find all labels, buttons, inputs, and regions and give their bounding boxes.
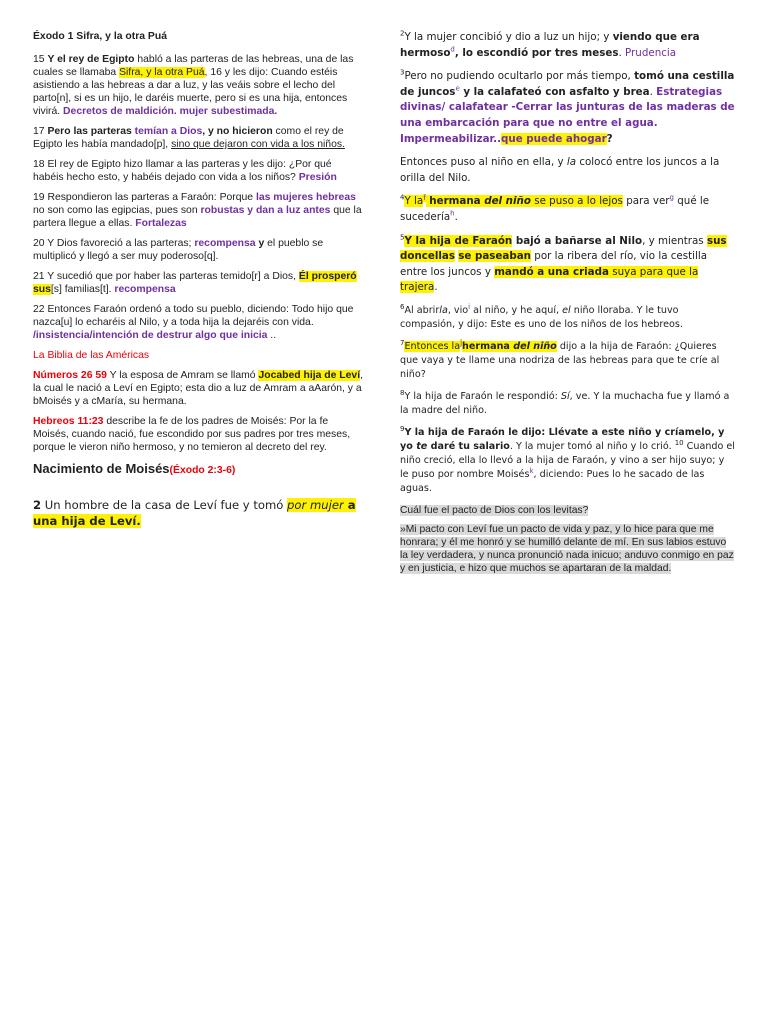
footnote-marker[interactable]: e — [455, 84, 460, 93]
highlight: del niño — [513, 340, 557, 352]
highlight: a una hija de Leví. — [33, 498, 356, 528]
highlight: Y la hija de Faraón — [404, 234, 513, 247]
verse-text: , diciendo: Pues lo he sacado de las aguas. — [400, 468, 705, 494]
verse-text: que la partera llegue a ellas. — [33, 205, 362, 229]
heading-text: Nacimiento de Moisés — [33, 461, 170, 476]
verse-r3-cont — [400, 155, 735, 186]
verse-text: dijo a la hija de Faraón: ¿Quieres que vaya y te llame una nodriza de las hebreas para que te críe al niño? — [400, 340, 720, 380]
verse-number: 7 — [400, 338, 405, 347]
footnote-marker[interactable]: g — [669, 193, 674, 202]
verse-r2 — [400, 30, 735, 61]
verse-text: 18 El rey de Egipto hizo llamar a las parteras y les dijo: ¿Por qué habéis hecho esto, y habéis dejado con vida a los niños? — [33, 159, 332, 183]
annotation: Prudencia — [625, 46, 677, 59]
highlight: mandó a una criada — [494, 265, 609, 278]
annotation: /insistencia/intención de destrur algo que inicia — [33, 330, 268, 341]
highlight: hermana — [425, 195, 485, 208]
verse-bold: Y la hija de Faraón le dijo: Llévate a este niño y críamelo, y yo — [400, 426, 725, 452]
annotation: robustas y dan a luz antes — [200, 205, 331, 216]
highlight: Sifra, y la otra Puá — [119, 67, 205, 78]
footnote-marker[interactable]: k — [529, 466, 534, 475]
reference-link: Hebreos 11:23 — [33, 416, 104, 427]
annotation: Decretos de maldición. mujer subestimada. — [63, 106, 278, 117]
verse-text: colocó entre los juncos a la orilla del Nilo. — [400, 156, 720, 184]
verse-text: qué le sucedería — [400, 195, 710, 223]
verse-number: 10 — [674, 438, 684, 447]
annotation: Fortalezas — [135, 218, 187, 229]
verse-bold: , y no hicieron — [202, 126, 273, 137]
verse-text: como el rey de Egipto les había mandado[p], — [33, 126, 344, 150]
verse-text: Cuando el niño creció, ella lo llevó a la hija de Faraón, y vino a ser hijo suyo; y le puso por nombre Moisés — [400, 440, 735, 480]
right-column — [400, 30, 735, 583]
verse-r4 — [400, 194, 735, 225]
verse-r3 — [400, 69, 735, 147]
verse-18 — [33, 158, 365, 184]
highlight: Y la — [404, 195, 424, 208]
footnote-marker[interactable]: h — [450, 209, 455, 218]
verse-bold: bajó a bañarse al Nilo — [512, 234, 643, 247]
verse-text: , la cual le nació a Leví en Egipto; esta dio a luz de Amram a aAarón, y a bMoisés y a cMaría, su hermana. — [33, 370, 363, 407]
verse-22 — [33, 303, 365, 342]
verse-text: Un hombre de la casa de Leví fue y tomó — [41, 498, 288, 512]
verse-20 — [33, 237, 365, 263]
verse-15 — [33, 53, 365, 118]
highlight: sus doncellas — [400, 234, 727, 263]
verse-text: el pueblo se multiplicó y llegó a ser muy poderoso[q]. — [33, 238, 324, 262]
verse-r7 — [400, 340, 735, 382]
numeros-ref — [33, 369, 365, 408]
verse-r5 — [400, 234, 735, 296]
verse-text: .. — [267, 330, 277, 341]
verse-text: , y mientras — [642, 234, 707, 247]
hebreos-ref — [33, 415, 365, 454]
verse-text: 20 Y Dios favoreció a las parteras; — [33, 238, 195, 249]
verse-italic: la — [439, 304, 448, 316]
verse-r6 — [400, 304, 735, 332]
verse-bold: , lo escondió por tres meses — [454, 46, 619, 59]
highlight: Entonces la — [404, 340, 461, 352]
verse-bold: tomó una cestilla de juncos — [400, 70, 735, 98]
verse-number: 6 — [400, 302, 405, 311]
verse-text: Al abrir — [404, 304, 440, 316]
section-heading — [33, 462, 365, 477]
verse-text: habló a las parteras de las hebreas, una de las cuales se llamaba — [33, 54, 354, 78]
bible-version: La Biblia de las Américas — [33, 350, 150, 361]
verse-number: 15 — [33, 54, 45, 65]
annotation: recompensa — [194, 238, 256, 249]
annotation: temían a Dios — [134, 126, 203, 137]
verse-text: no son como las egipcias, pues son — [33, 205, 201, 216]
highlight: que puede ahogar — [501, 132, 607, 145]
verse-italic: el — [562, 304, 571, 316]
verse-number: 2 — [33, 498, 42, 512]
verse-number: 9 — [400, 424, 405, 433]
malachi-quote — [400, 523, 735, 575]
verse-text: , 16 y les dijo: Cuando estéis asistiendo a las hebreas a dar a luz, y las veáis sobre el lecho del parto[n], si es un hijo, le daréis muerte, pero si es una hija, entonces vivirá. — [33, 67, 348, 117]
verse-number: 17 — [33, 126, 48, 137]
verse-text: . — [618, 46, 626, 59]
verse-19 — [33, 191, 365, 230]
verse-text: . Y la mujer tomó al niño y lo crió. — [509, 440, 675, 452]
highlight: Jocabed hija de Leví — [258, 370, 361, 381]
highlight: Él prosperó sus — [33, 271, 357, 295]
verse-text: ? — [606, 132, 613, 145]
verse-r9 — [400, 426, 735, 496]
verse-17 — [33, 125, 365, 151]
verse-text: , ve. Y la muchacha fue y llamó a la madre del niño. — [400, 390, 730, 416]
verse-text: niño lloraba. Y le tuvo compasión, y dijo: Este es uno de los niños de los hebreos. — [400, 304, 683, 330]
annotation: las mujeres hebreas — [255, 192, 356, 203]
verse-italic: Sí — [560, 390, 570, 402]
highlight: por mujer — [287, 498, 344, 512]
footnote-marker[interactable]: f — [423, 193, 426, 202]
verse-bold: daré tu salario — [427, 440, 510, 452]
annotation: Estrategias divinas/ calafatear -Cerrar las junturas de las maderas de una embarcación para que no entre el agua. Impermeabilizar.. — [400, 85, 735, 145]
left-column — [33, 30, 365, 536]
verse-number: 5 — [400, 233, 405, 242]
verse-bold: viendo que era hermoso — [400, 31, 700, 59]
annotation: recompensa — [114, 284, 176, 295]
footnote-marker[interactable]: i — [468, 302, 471, 311]
verse-bold: te — [416, 440, 428, 452]
verse-text: . — [649, 85, 657, 98]
verse-bold: Y el rey de Egipto — [47, 54, 135, 65]
heading-reference: (Éxodo 2:3-6) — [169, 465, 236, 476]
verse-text: 19 Respondieron las parteras a Faraón: Porque — [33, 192, 256, 203]
verse-bold: y — [255, 238, 265, 249]
question-text: Cuál fue el pacto de Dios con los levitas? — [400, 504, 589, 516]
verse-text: al niño, y he aquí, — [470, 304, 563, 316]
verse-number: 2 — [400, 29, 405, 38]
verse-text: . — [454, 210, 458, 223]
verse-text: , vio — [447, 304, 469, 316]
highlight: se paseaban — [458, 250, 532, 263]
verse-text: por la ribera del río, vio la cestilla entre los juncos y — [400, 250, 708, 278]
verse-bold: y la calafateó con asfalto y brea — [459, 85, 650, 98]
verse-text: Pero no pudiendo ocultarlo por más tiempo, — [404, 70, 635, 83]
verse-text: Y la hija de Faraón le respondió: — [404, 390, 561, 402]
verse-r8 — [400, 390, 735, 418]
highlight: del niño — [484, 195, 531, 208]
highlight: se puso a lo lejos — [530, 195, 623, 208]
annotation: Presión — [298, 172, 337, 183]
underlined-text: sino que dejaron con vida a los niños. — [171, 139, 345, 150]
verse-number: 3 — [400, 68, 405, 77]
verse-2 — [33, 497, 365, 529]
verse-number: 8 — [400, 388, 405, 397]
verse-text: Y la esposa de Amram se llamó — [106, 370, 259, 381]
verse-bold: Pero las parteras — [47, 126, 135, 137]
highlight: suya para que la trajera — [400, 265, 699, 294]
verse-text: [s] familias[t]. — [50, 284, 115, 295]
verse-text: para ver — [622, 195, 670, 208]
section-title: Éxodo 1 Sifra, y la otra Puá — [33, 31, 167, 42]
quote-text: »Mi pacto con Leví fue un pacto de vida y paz, y lo hice para que me honrara; y él me honró y se humilló delante de mí. En sus labios estuvo la ley verdadera, y nunca pronunció nada inicuo; anduvo conmigo en paz y en justicia, e hizo que muchos se apartaran de la maldad. — [400, 523, 734, 574]
verse-text: 22 Entonces Faraón ordenó a todo su pueblo, diciendo: Todo hijo que nazca[u] lo echaréis al Nilo, y a toda hija la dejaréis con vida. — [33, 304, 354, 328]
question — [400, 504, 735, 517]
verse-text: Y la mujer concibió y dio a luz un hijo; y — [404, 31, 613, 43]
verse-italic: la — [566, 156, 577, 169]
reference-link: Números 26 59 — [33, 370, 107, 381]
verse-text: 21 Y sucedió que por haber las parteras temido[r] a Dios, — [33, 271, 299, 282]
verse-text: . — [434, 281, 438, 294]
verse-text: Entonces puso al niño en ella, y — [400, 156, 567, 169]
verse-number: 4 — [400, 193, 405, 202]
highlight: hermana — [462, 340, 514, 352]
verse-21 — [33, 270, 365, 296]
footnote-marker[interactable]: d — [450, 45, 455, 54]
verse-text: describe la fe de los padres de Moisés: Por la fe Moisés, cuando nació, fue escondido por sus padres por tres meses, porque le vieron niño hermoso, y no temieron al decreto del rey. — [33, 416, 351, 453]
